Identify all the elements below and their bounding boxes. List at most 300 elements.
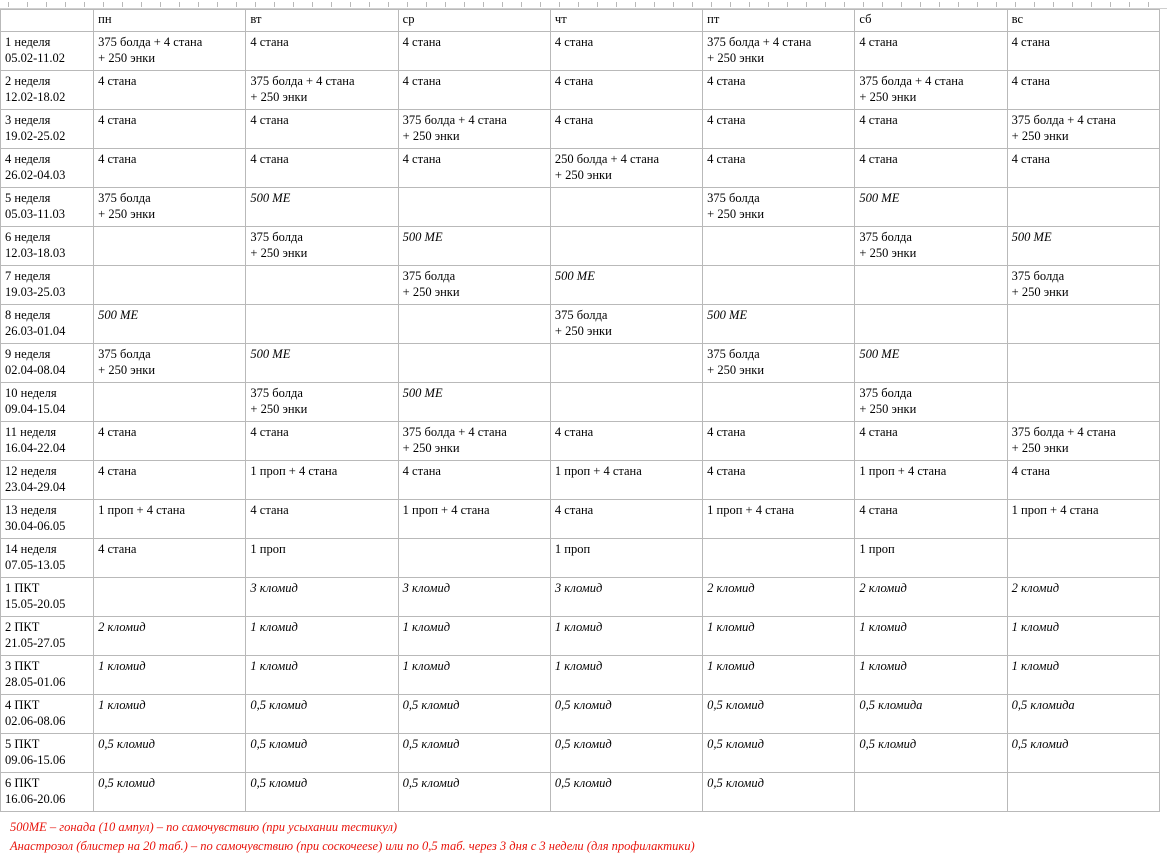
schedule-cell-line: 4 стана — [554, 112, 594, 127]
schedule-cell[interactable] — [703, 499, 855, 538]
schedule-cell[interactable] — [246, 694, 398, 733]
schedule-cell-line: 0,5 кломид — [250, 697, 308, 712]
ruler-tick — [996, 2, 997, 7]
schedule-cell[interactable] — [94, 187, 246, 226]
ruler-tick — [274, 2, 275, 7]
schedule-cell[interactable] — [550, 421, 702, 460]
schedule-cell[interactable] — [94, 304, 246, 343]
schedule-cell[interactable] — [703, 109, 855, 148]
ruler-tick — [141, 2, 142, 7]
schedule-cell[interactable] — [550, 538, 702, 577]
schedule-cell-line: 0,5 кломид — [707, 736, 764, 751]
column-header-day: чт — [550, 10, 702, 32]
schedule-cell-line: 3 кломид — [402, 580, 451, 595]
schedule-cell[interactable] — [1007, 304, 1159, 343]
schedule-cell[interactable] — [1007, 538, 1159, 577]
column-header-day: ср — [398, 10, 550, 32]
schedule-cell[interactable] — [398, 31, 550, 70]
schedule-cell-line: 0,5 кломид — [402, 697, 460, 712]
schedule-cell-line: + 250 энки — [554, 168, 612, 182]
schedule-cell-line: 4 стана — [1011, 73, 1050, 88]
schedule-cell[interactable] — [246, 421, 398, 460]
schedule-cell[interactable] — [246, 226, 398, 265]
column-header-day: вс — [1007, 10, 1159, 32]
week-label-cell — [1, 187, 94, 226]
schedule-cell[interactable] — [550, 655, 702, 694]
schedule-cell-line: 375 болда — [98, 346, 151, 361]
schedule-cell-line: 0,5 кломид — [554, 775, 612, 790]
week-dates: 07.05-13.05 — [5, 558, 66, 572]
week-dates: 23.04-29.04 — [5, 480, 66, 494]
schedule-cell-line: 0,5 кломид — [402, 736, 460, 751]
table-row — [1, 31, 1160, 70]
schedule-cell[interactable] — [1007, 382, 1159, 421]
ruler-tick — [331, 2, 332, 7]
schedule-cell[interactable] — [1007, 772, 1159, 811]
schedule-cell[interactable] — [246, 499, 398, 538]
column-header-day: пн — [94, 10, 246, 32]
week-dates: 19.03-25.03 — [5, 285, 66, 299]
schedule-cell[interactable] — [398, 460, 550, 499]
schedule-cell-line: 0,5 кломид — [250, 775, 308, 790]
schedule-cell[interactable] — [398, 226, 550, 265]
schedule-cell[interactable] — [855, 148, 1007, 187]
schedule-cell-line: 0,5 кломид — [98, 736, 155, 751]
schedule-cell-line: 375 болда + 4 стана — [1011, 424, 1116, 439]
schedule-cell-line: 4 стана — [859, 424, 898, 439]
schedule-cell[interactable] — [855, 265, 1007, 304]
week-dates: 15.05-20.05 — [5, 597, 66, 611]
ruler-tick — [711, 2, 712, 7]
schedule-cell-line: 1 кломид — [859, 658, 907, 673]
schedule-cell[interactable] — [398, 733, 550, 772]
week-number: 6 неделя — [5, 229, 51, 244]
schedule-cell[interactable] — [1007, 460, 1159, 499]
schedule-cell[interactable] — [855, 694, 1007, 733]
schedule-cell[interactable] — [94, 538, 246, 577]
ruler-tick — [464, 2, 465, 7]
schedule-cell[interactable] — [1007, 733, 1159, 772]
schedule-cell[interactable] — [855, 616, 1007, 655]
schedule-cell[interactable] — [1007, 343, 1159, 382]
schedule-cell[interactable] — [550, 616, 702, 655]
schedule-cell[interactable] — [94, 616, 246, 655]
ruler-tick — [312, 2, 313, 7]
ruler-tick — [578, 2, 579, 7]
ruler-tick — [103, 2, 104, 7]
schedule-cell[interactable] — [1007, 187, 1159, 226]
schedule-cell[interactable] — [246, 772, 398, 811]
schedule-cell[interactable] — [246, 538, 398, 577]
schedule-cell[interactable] — [398, 655, 550, 694]
schedule-cell[interactable] — [703, 460, 855, 499]
schedule-cell[interactable] — [703, 304, 855, 343]
schedule-cell[interactable] — [94, 499, 246, 538]
schedule-cell[interactable] — [855, 187, 1007, 226]
schedule-cell-line: 4 стана — [250, 34, 289, 49]
schedule-cell[interactable] — [94, 772, 246, 811]
week-number: 12 неделя — [5, 463, 57, 478]
table-row — [1, 772, 1160, 811]
schedule-cell-line: + 250 энки — [98, 363, 156, 377]
week-number: 9 неделя — [5, 346, 51, 361]
schedule-cell[interactable] — [703, 655, 855, 694]
table-row — [1, 265, 1160, 304]
schedule-cell[interactable] — [703, 421, 855, 460]
schedule-cell[interactable] — [1007, 694, 1159, 733]
schedule-cell-line: 500 МЕ — [250, 346, 291, 361]
schedule-cell-line: 1 кломид — [1011, 619, 1060, 634]
schedule-cell-line: 4 стана — [859, 502, 898, 517]
week-dates: 26.03-01.04 — [5, 324, 66, 338]
week-label-cell — [1, 499, 94, 538]
week-label-cell — [1, 616, 94, 655]
schedule-cell[interactable] — [398, 304, 550, 343]
ruler-tick — [1034, 2, 1035, 7]
schedule-cell-line: 375 болда + 4 стана — [402, 424, 507, 439]
schedule-cell[interactable] — [246, 733, 398, 772]
schedule-cell[interactable] — [94, 577, 246, 616]
ruler-tick — [844, 2, 845, 7]
schedule-cell-line: + 250 энки — [554, 324, 612, 338]
schedule-cell-line: 4 стана — [402, 151, 441, 166]
week-label-cell — [1, 733, 94, 772]
schedule-cell-line: 4 стана — [1011, 34, 1050, 49]
schedule-cell[interactable] — [94, 226, 246, 265]
table-row — [1, 460, 1160, 499]
schedule-cell[interactable] — [855, 733, 1007, 772]
table-row — [1, 70, 1160, 109]
schedule-cell-line: 4 стана — [98, 541, 137, 556]
column-header-day: вт — [246, 10, 398, 32]
week-label-cell — [1, 655, 94, 694]
schedule-cell[interactable] — [1007, 265, 1159, 304]
schedule-cell[interactable] — [855, 460, 1007, 499]
schedule-cell[interactable] — [550, 772, 702, 811]
schedule-cell-line: 1 проп + 4 стана — [98, 502, 186, 517]
schedule-cell[interactable] — [550, 109, 702, 148]
schedule-cell[interactable] — [550, 343, 702, 382]
schedule-cell[interactable] — [94, 70, 246, 109]
schedule-cell[interactable] — [855, 772, 1007, 811]
ruler-tick — [749, 2, 750, 7]
schedule-cell[interactable] — [703, 382, 855, 421]
ruler-tick — [46, 2, 47, 7]
schedule-cell[interactable] — [703, 538, 855, 577]
schedule-cell[interactable] — [855, 382, 1007, 421]
ruler-tick — [540, 2, 541, 7]
schedule-cell[interactable] — [398, 421, 550, 460]
schedule-cell[interactable] — [1007, 70, 1159, 109]
schedule-cell[interactable] — [398, 694, 550, 733]
schedule-cell[interactable] — [1007, 499, 1159, 538]
schedule-cell[interactable] — [1007, 226, 1159, 265]
week-number: 1 неделя — [5, 34, 51, 49]
week-dates: 16.04-22.04 — [5, 441, 66, 455]
schedule-cell[interactable] — [855, 499, 1007, 538]
schedule-cell[interactable] — [398, 772, 550, 811]
week-dates: 12.03-18.03 — [5, 246, 66, 260]
schedule-cell[interactable] — [550, 148, 702, 187]
schedule-cell[interactable] — [398, 382, 550, 421]
week-dates: 05.02-11.02 — [5, 51, 65, 65]
schedule-cell-line: 500 МЕ — [98, 307, 139, 322]
schedule-cell[interactable] — [703, 616, 855, 655]
schedule-cell[interactable] — [703, 343, 855, 382]
schedule-cell[interactable] — [703, 226, 855, 265]
schedule-cell[interactable] — [550, 31, 702, 70]
week-label-cell — [1, 694, 94, 733]
schedule-cell-line: 250 болда + 4 стана — [554, 151, 659, 166]
week-label-cell — [1, 772, 94, 811]
schedule-cell[interactable] — [1007, 421, 1159, 460]
schedule-cell[interactable] — [703, 70, 855, 109]
schedule-cell[interactable] — [94, 148, 246, 187]
schedule-cell-line: + 250 энки — [1011, 441, 1069, 455]
ruler-tick — [901, 2, 902, 7]
schedule-cell[interactable] — [703, 772, 855, 811]
schedule-cell[interactable] — [855, 70, 1007, 109]
ruler-tick — [350, 2, 351, 7]
ruler-tick — [255, 2, 256, 7]
schedule-cell-line: 2 кломид — [1011, 580, 1060, 595]
schedule-cell-line: 375 болда + 4 стана — [250, 73, 355, 88]
table-row — [1, 577, 1160, 616]
schedule-cell[interactable] — [1007, 577, 1159, 616]
schedule-cell-line: 1 кломид — [402, 619, 451, 634]
schedule-cell[interactable] — [246, 304, 398, 343]
schedule-cell[interactable] — [398, 343, 550, 382]
schedule-cell[interactable] — [550, 382, 702, 421]
table-row — [1, 538, 1160, 577]
schedule-cell-line: 1 проп + 4 стана — [859, 463, 947, 478]
schedule-cell[interactable] — [550, 226, 702, 265]
schedule-cell[interactable] — [94, 460, 246, 499]
schedule-cell[interactable] — [94, 343, 246, 382]
schedule-cell-line: 4 стана — [250, 151, 289, 166]
schedule-cell-line: 4 стана — [554, 34, 594, 49]
table-row — [1, 343, 1160, 382]
schedule-cell-line: + 250 энки — [250, 246, 308, 260]
table-row — [1, 694, 1160, 733]
week-number: 10 неделя — [5, 385, 57, 400]
ruler-tick — [768, 2, 769, 7]
schedule-cell[interactable] — [398, 616, 550, 655]
week-label-cell — [1, 460, 94, 499]
schedule-cell-line: + 250 энки — [250, 402, 308, 416]
ruler-tick — [426, 2, 427, 7]
ruler-tick — [692, 2, 693, 7]
schedule-cell[interactable] — [855, 304, 1007, 343]
schedule-cell-line: 4 стана — [1011, 151, 1050, 166]
week-number: 6 ПКТ — [5, 775, 40, 790]
schedule-cell-line: 500 МЕ — [402, 229, 443, 244]
ruler-tick — [502, 2, 503, 7]
schedule-cell-line: 4 стана — [859, 112, 898, 127]
schedule-cell[interactable] — [550, 460, 702, 499]
schedule-cell[interactable] — [246, 382, 398, 421]
ruler-tick — [597, 2, 598, 7]
ruler-bar — [0, 0, 1167, 9]
schedule-cell-line: 1 кломид — [250, 658, 298, 673]
schedule-cell[interactable] — [550, 733, 702, 772]
footnote-line: Анастрозол (блистер на 20 таб.) – по самочувствию (при соскочееse) или по 0,5 таб. через 3 дня с 3 недели (для профилактики) — [10, 838, 695, 853]
schedule-cell[interactable] — [703, 694, 855, 733]
schedule-cell[interactable] — [398, 148, 550, 187]
schedule-cell[interactable] — [703, 148, 855, 187]
schedule-cell[interactable] — [855, 343, 1007, 382]
week-label-cell — [1, 109, 94, 148]
schedule-cell[interactable] — [703, 577, 855, 616]
schedule-cell[interactable] — [855, 226, 1007, 265]
schedule-cell[interactable] — [550, 187, 702, 226]
table-header-row — [1, 10, 1160, 32]
schedule-cell[interactable] — [398, 187, 550, 226]
ruler-tick — [958, 2, 959, 7]
ruler-tick — [673, 2, 674, 7]
schedule-cell[interactable] — [550, 577, 702, 616]
schedule-cell-line: 4 стана — [98, 463, 137, 478]
schedule-cell-line: 4 стана — [707, 463, 746, 478]
schedule-cell[interactable] — [1007, 655, 1159, 694]
schedule-cell[interactable] — [246, 460, 398, 499]
schedule-cell[interactable] — [94, 421, 246, 460]
schedule-cell[interactable] — [246, 655, 398, 694]
schedule-cell[interactable] — [855, 655, 1007, 694]
schedule-cell[interactable] — [246, 577, 398, 616]
schedule-cell[interactable] — [703, 265, 855, 304]
table-row — [1, 733, 1160, 772]
schedule-cell[interactable] — [94, 733, 246, 772]
week-dates: 19.02-25.02 — [5, 129, 66, 143]
schedule-cell[interactable] — [550, 265, 702, 304]
schedule-cell-line: 1 кломид — [250, 619, 298, 634]
schedule-cell-line: 4 стана — [250, 424, 289, 439]
schedule-cell[interactable] — [246, 148, 398, 187]
schedule-cell[interactable] — [1007, 109, 1159, 148]
ruler-tick — [920, 2, 921, 7]
ruler-tick — [1091, 2, 1092, 7]
schedule-cell[interactable] — [94, 31, 246, 70]
schedule-cell[interactable] — [855, 577, 1007, 616]
schedule-cell[interactable] — [246, 265, 398, 304]
ruler-tick — [293, 2, 294, 7]
schedule-cell-line: 1 проп — [554, 541, 591, 556]
schedule-cell[interactable] — [246, 109, 398, 148]
schedule-cell[interactable] — [246, 31, 398, 70]
schedule-cell[interactable] — [1007, 616, 1159, 655]
schedule-cell[interactable] — [855, 31, 1007, 70]
week-number: 8 неделя — [5, 307, 51, 322]
schedule-cell-line: 0,5 кломид — [98, 775, 155, 790]
week-dates: 21.05-27.05 — [5, 636, 66, 650]
schedule-cell[interactable] — [855, 538, 1007, 577]
schedule-cell-line: + 250 энки — [402, 129, 460, 143]
schedule-cell-line: 500 МЕ — [1011, 229, 1052, 244]
week-number: 5 ПКТ — [5, 736, 40, 751]
schedule-cell-line: 375 болда — [402, 268, 456, 283]
schedule-cell-line: 1 кломид — [859, 619, 907, 634]
schedule-cell-line: 0,5 кломид — [402, 775, 460, 790]
schedule-cell-line: 1 проп — [859, 541, 895, 556]
week-dates: 09.04-15.04 — [5, 402, 66, 416]
week-dates: 02.06-08.06 — [5, 714, 66, 728]
schedule-cell[interactable] — [246, 187, 398, 226]
schedule-cell[interactable] — [1007, 31, 1159, 70]
schedule-cell-line: 1 кломид — [402, 658, 451, 673]
schedule-cell[interactable] — [550, 304, 702, 343]
schedule-cell-line: 375 болда — [859, 385, 912, 400]
schedule-cell[interactable] — [246, 616, 398, 655]
schedule-table — [0, 9, 1160, 812]
week-number: 2 ПКТ — [5, 619, 40, 634]
schedule-cell-line: 0,5 кломид — [707, 697, 764, 712]
schedule-cell[interactable] — [398, 265, 550, 304]
schedule-cell[interactable] — [94, 382, 246, 421]
schedule-cell[interactable] — [703, 733, 855, 772]
ruler-tick — [369, 2, 370, 7]
schedule-cell[interactable] — [398, 577, 550, 616]
schedule-cell[interactable] — [246, 343, 398, 382]
schedule-cell-line: 375 болда + 4 стана — [402, 112, 507, 127]
schedule-cell[interactable] — [855, 109, 1007, 148]
schedule-cell-line: 3 кломид — [554, 580, 603, 595]
schedule-cell[interactable] — [550, 694, 702, 733]
ruler-tick — [559, 2, 560, 7]
schedule-cell[interactable] — [550, 499, 702, 538]
schedule-cell[interactable] — [398, 499, 550, 538]
schedule-cell[interactable] — [703, 31, 855, 70]
ruler-tick — [65, 2, 66, 7]
schedule-cell-line: 1 проп + 4 стана — [250, 463, 338, 478]
schedule-cell-line: 4 стана — [707, 112, 746, 127]
column-header-day: пт — [703, 10, 855, 32]
schedule-cell-line: 4 стана — [402, 34, 441, 49]
schedule-cell-line: 375 болда — [250, 385, 303, 400]
schedule-cell[interactable] — [94, 109, 246, 148]
schedule-cell[interactable] — [398, 70, 550, 109]
schedule-cell[interactable] — [94, 265, 246, 304]
ruler-tick — [730, 2, 731, 7]
schedule-cell-line: + 250 энки — [402, 441, 460, 455]
schedule-cell[interactable] — [703, 187, 855, 226]
schedule-cell-line: 1 проп — [250, 541, 286, 556]
schedule-cell[interactable] — [550, 70, 702, 109]
schedule-cell-line: 500 МЕ — [554, 268, 595, 283]
schedule-sheet — [0, 9, 1167, 812]
schedule-cell[interactable] — [398, 538, 550, 577]
footnotes — [10, 818, 1150, 853]
schedule-cell-line: 375 болда — [250, 229, 303, 244]
schedule-cell[interactable] — [1007, 148, 1159, 187]
schedule-cell-line: 375 болда — [707, 346, 760, 361]
schedule-cell-line: 4 стана — [707, 151, 746, 166]
week-dates: 16.06-20.06 — [5, 792, 66, 806]
ruler-tick — [160, 2, 161, 7]
schedule-cell[interactable] — [246, 70, 398, 109]
week-dates: 30.04-06.05 — [5, 519, 66, 533]
schedule-cell-line: 375 болда + 4 стана — [859, 73, 964, 88]
schedule-cell[interactable] — [94, 694, 246, 733]
schedule-cell[interactable] — [398, 109, 550, 148]
table-row — [1, 382, 1160, 421]
schedule-cell-line: + 250 энки — [402, 285, 460, 299]
schedule-cell[interactable] — [94, 655, 246, 694]
schedule-cell-line: 375 болда — [98, 190, 151, 205]
schedule-cell-line: 500 МЕ — [859, 190, 900, 205]
schedule-cell[interactable] — [855, 421, 1007, 460]
schedule-cell-line: 1 кломид — [554, 658, 603, 673]
